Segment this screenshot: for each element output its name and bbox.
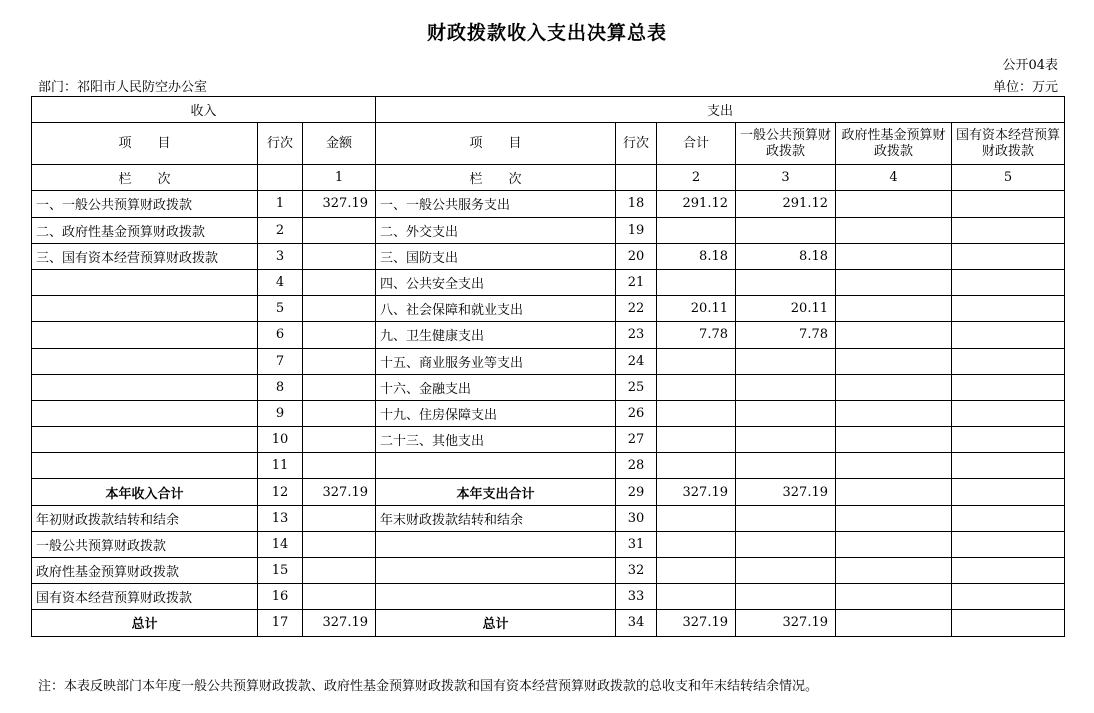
expense-total-cell	[657, 505, 736, 531]
expense-gov-fund-cell	[836, 610, 952, 636]
expense-total-cell	[657, 348, 736, 374]
expense-row-no-header: 行次	[616, 123, 657, 165]
income-row-no-cell: 1	[258, 191, 303, 217]
expense-item-cell: 本年支出合计	[376, 479, 616, 505]
expense-column-blank	[616, 165, 657, 191]
income-item-cell: 三、国有资本经营预算财政拨款	[32, 243, 258, 269]
expense-row-no-cell: 29	[616, 479, 657, 505]
budget-table	[31, 96, 1065, 637]
expense-state-capital-cell	[952, 531, 1065, 557]
expense-gov-fund-cell	[836, 558, 952, 584]
expense-state-capital-cell	[952, 269, 1065, 295]
expense-row-no-cell: 34	[616, 610, 657, 636]
expense-gov-fund-cell	[836, 348, 952, 374]
income-item-cell	[32, 348, 258, 374]
expense-gov-fund-cell	[836, 217, 952, 243]
income-item-cell: 政府性基金预算财政拨款	[32, 558, 258, 584]
expense-column-5: 5	[952, 165, 1065, 191]
income-row-no-cell: 13	[258, 505, 303, 531]
income-amount-cell	[303, 217, 376, 243]
income-item-cell: 总计	[32, 610, 258, 636]
expense-gov-fund-cell	[836, 243, 952, 269]
expense-total-cell: 291.12	[657, 191, 736, 217]
expense-gov-fund-cell	[836, 427, 952, 453]
expense-item-cell: 三、国防支出	[376, 243, 616, 269]
income-amount-cell	[303, 584, 376, 610]
income-column-blank	[258, 165, 303, 191]
expense-general-budget-cell: 8.18	[736, 243, 836, 269]
expense-general-budget-cell	[736, 348, 836, 374]
expense-gov-fund-cell	[836, 322, 952, 348]
expense-column-4: 4	[836, 165, 952, 191]
expense-row-no-cell: 30	[616, 505, 657, 531]
income-amount-cell	[303, 427, 376, 453]
expense-item-cell: 十六、金融支出	[376, 374, 616, 400]
table-row	[32, 479, 1065, 505]
income-item-cell	[32, 269, 258, 295]
expense-item-cell	[376, 584, 616, 610]
expense-total-header: 合计	[657, 123, 736, 165]
income-row-no-cell: 2	[258, 217, 303, 243]
income-item-cell: 二、政府性基金预算财政拨款	[32, 217, 258, 243]
unit-label: 单位：万元	[992, 80, 1058, 95]
income-row-no-cell: 8	[258, 374, 303, 400]
expense-row-no-cell: 19	[616, 217, 657, 243]
expense-gov-fund-cell	[836, 400, 952, 426]
expense-item-cell: 四、公共安全支出	[376, 269, 616, 295]
expense-item-cell: 十九、住房保障支出	[376, 400, 616, 426]
expense-general-budget-cell	[736, 427, 836, 453]
table-row	[32, 400, 1065, 426]
expense-item-cell	[376, 531, 616, 557]
expense-gov-fund-cell	[836, 531, 952, 557]
expense-total-cell	[657, 558, 736, 584]
table-row	[32, 322, 1065, 348]
income-amount-cell: 327.19	[303, 610, 376, 636]
income-row-no-cell: 5	[258, 296, 303, 322]
expense-total-cell: 8.18	[657, 243, 736, 269]
income-item-cell	[32, 427, 258, 453]
expense-general-budget-cell	[736, 531, 836, 557]
table-row	[32, 243, 1065, 269]
table-row	[32, 348, 1065, 374]
expense-total-cell: 327.19	[657, 479, 736, 505]
expense-general-budget-cell	[736, 374, 836, 400]
expense-general-budget-cell	[736, 453, 836, 479]
expense-gov-fund-cell	[836, 453, 952, 479]
expense-header: 支出	[376, 97, 1065, 123]
expense-gov-fund-cell	[836, 191, 952, 217]
expense-row-no-cell: 27	[616, 427, 657, 453]
expense-total-cell: 7.78	[657, 322, 736, 348]
income-item-cell	[32, 453, 258, 479]
expense-state-capital-cell	[952, 217, 1065, 243]
expense-row-no-cell: 33	[616, 584, 657, 610]
income-amount-cell: 327.19	[303, 479, 376, 505]
expense-state-capital-cell	[952, 322, 1065, 348]
expense-total-cell	[657, 427, 736, 453]
expense-total-cell	[657, 374, 736, 400]
income-item-cell	[32, 296, 258, 322]
table-row	[32, 453, 1065, 479]
expense-state-capital-cell	[952, 374, 1065, 400]
general-budget-header: 一般公共预算财政拨款	[736, 123, 836, 165]
footnote: 注：本表反映部门本年度一般公共预算财政拨款、政府性基金预算财政拨款和国有资本经营预算财政拨款的总收支和年末结转结余情况。	[38, 679, 819, 694]
table-row	[32, 584, 1065, 610]
expense-general-budget-cell	[736, 400, 836, 426]
table-row	[32, 610, 1065, 636]
table-row	[32, 217, 1065, 243]
expense-row-no-cell: 31	[616, 531, 657, 557]
income-row-no-cell: 10	[258, 427, 303, 453]
income-item-cell: 国有资本经营预算财政拨款	[32, 584, 258, 610]
expense-state-capital-cell	[952, 505, 1065, 531]
income-amount-cell	[303, 348, 376, 374]
expense-total-cell	[657, 531, 736, 557]
expense-general-budget-cell: 327.19	[736, 610, 836, 636]
income-row-no-cell: 3	[258, 243, 303, 269]
department-label: 部门：祁阳市人民防空办公室	[38, 80, 208, 95]
expense-row-no-cell: 21	[616, 269, 657, 295]
expense-item-cell: 一、一般公共服务支出	[376, 191, 616, 217]
expense-state-capital-cell	[952, 296, 1065, 322]
expense-row-no-cell: 26	[616, 400, 657, 426]
income-row-no-cell: 9	[258, 400, 303, 426]
income-item-cell	[32, 400, 258, 426]
expense-general-budget-cell	[736, 217, 836, 243]
expense-general-budget-cell	[736, 558, 836, 584]
expense-state-capital-cell	[952, 348, 1065, 374]
income-item-cell: 本年收入合计	[32, 479, 258, 505]
expense-row-no-cell: 23	[616, 322, 657, 348]
expense-state-capital-cell	[952, 558, 1065, 584]
income-amount-cell	[303, 296, 376, 322]
income-row-no-cell: 6	[258, 322, 303, 348]
income-row-no-cell: 17	[258, 610, 303, 636]
expense-gov-fund-cell	[836, 269, 952, 295]
expense-item-cell: 十五、商业服务业等支出	[376, 348, 616, 374]
income-column-1: 1	[303, 165, 376, 191]
expense-gov-fund-cell	[836, 296, 952, 322]
income-amount-cell	[303, 558, 376, 584]
income-amount-cell	[303, 322, 376, 348]
expense-general-budget-cell: 7.78	[736, 322, 836, 348]
expense-row-no-cell: 25	[616, 374, 657, 400]
state-capital-header: 国有资本经营预算财政拨款	[952, 123, 1065, 165]
expense-gov-fund-cell	[836, 374, 952, 400]
expense-total-cell	[657, 453, 736, 479]
income-amount-cell	[303, 243, 376, 269]
income-row-no-cell: 4	[258, 269, 303, 295]
form-number: 公开04表	[1002, 58, 1058, 73]
expense-general-budget-cell: 20.11	[736, 296, 836, 322]
expense-row-no-cell: 32	[616, 558, 657, 584]
expense-state-capital-cell	[952, 584, 1065, 610]
expense-general-budget-cell	[736, 269, 836, 295]
expense-state-capital-cell	[952, 243, 1065, 269]
income-amount-cell	[303, 400, 376, 426]
expense-row-no-cell: 18	[616, 191, 657, 217]
table-row	[32, 374, 1065, 400]
expense-item-cell: 九、卫生健康支出	[376, 322, 616, 348]
income-row-no-cell: 12	[258, 479, 303, 505]
table-row	[32, 296, 1065, 322]
income-row-no-cell: 7	[258, 348, 303, 374]
expense-item-cell: 二十三、其他支出	[376, 427, 616, 453]
expense-total-cell	[657, 584, 736, 610]
table-body	[32, 191, 1065, 636]
table-row	[32, 558, 1065, 584]
expense-item-header: 项 目	[376, 123, 616, 165]
income-row-no-header: 行次	[258, 123, 303, 165]
expense-state-capital-cell	[952, 453, 1065, 479]
expense-item-cell	[376, 453, 616, 479]
expense-total-cell: 20.11	[657, 296, 736, 322]
income-amount-cell	[303, 505, 376, 531]
income-item-cell	[32, 322, 258, 348]
expense-state-capital-cell	[952, 479, 1065, 505]
gov-fund-header: 政府性基金预算财政拨款	[836, 123, 952, 165]
expense-column-3: 3	[736, 165, 836, 191]
income-item-cell: 一、一般公共预算财政拨款	[32, 191, 258, 217]
income-item-cell	[32, 374, 258, 400]
expense-general-budget-cell: 327.19	[736, 479, 836, 505]
income-row-no-cell: 16	[258, 584, 303, 610]
expense-row-no-cell: 20	[616, 243, 657, 269]
page-title: 财政拨款收入支出决算总表	[426, 22, 667, 44]
expense-general-budget-cell	[736, 584, 836, 610]
income-item-cell: 年初财政拨款结转和结余	[32, 505, 258, 531]
table-row	[32, 531, 1065, 557]
expense-item-cell: 总计	[376, 610, 616, 636]
expense-row-no-cell: 22	[616, 296, 657, 322]
expense-item-cell: 二、外交支出	[376, 217, 616, 243]
expense-column-label: 栏 次	[376, 165, 616, 191]
expense-total-cell: 327.19	[657, 610, 736, 636]
income-item-header: 项 目	[32, 123, 258, 165]
table-row	[32, 191, 1065, 217]
expense-row-no-cell: 28	[616, 453, 657, 479]
income-amount-cell	[303, 453, 376, 479]
expense-item-cell	[376, 558, 616, 584]
expense-state-capital-cell	[952, 427, 1065, 453]
expense-row-no-cell: 24	[616, 348, 657, 374]
income-amount-header: 金额	[303, 123, 376, 165]
expense-general-budget-cell	[736, 505, 836, 531]
income-amount-cell	[303, 269, 376, 295]
expense-state-capital-cell	[952, 610, 1065, 636]
income-header: 收入	[32, 97, 376, 123]
table-row	[32, 269, 1065, 295]
expense-total-cell	[657, 269, 736, 295]
expense-item-cell: 年末财政拨款结转和结余	[376, 505, 616, 531]
table-row	[32, 427, 1065, 453]
income-row-no-cell: 15	[258, 558, 303, 584]
income-column-label: 栏 次	[32, 165, 258, 191]
expense-gov-fund-cell	[836, 584, 952, 610]
expense-state-capital-cell	[952, 191, 1065, 217]
income-amount-cell	[303, 374, 376, 400]
income-amount-cell: 327.19	[303, 191, 376, 217]
table-row	[32, 505, 1065, 531]
expense-state-capital-cell	[952, 400, 1065, 426]
income-amount-cell	[303, 531, 376, 557]
expense-total-cell	[657, 217, 736, 243]
expense-column-2: 2	[657, 165, 736, 191]
expense-item-cell: 八、社会保障和就业支出	[376, 296, 616, 322]
income-row-no-cell: 14	[258, 531, 303, 557]
expense-gov-fund-cell	[836, 479, 952, 505]
expense-total-cell	[657, 400, 736, 426]
income-item-cell: 一般公共预算财政拨款	[32, 531, 258, 557]
income-row-no-cell: 11	[258, 453, 303, 479]
expense-general-budget-cell: 291.12	[736, 191, 836, 217]
expense-gov-fund-cell	[836, 505, 952, 531]
